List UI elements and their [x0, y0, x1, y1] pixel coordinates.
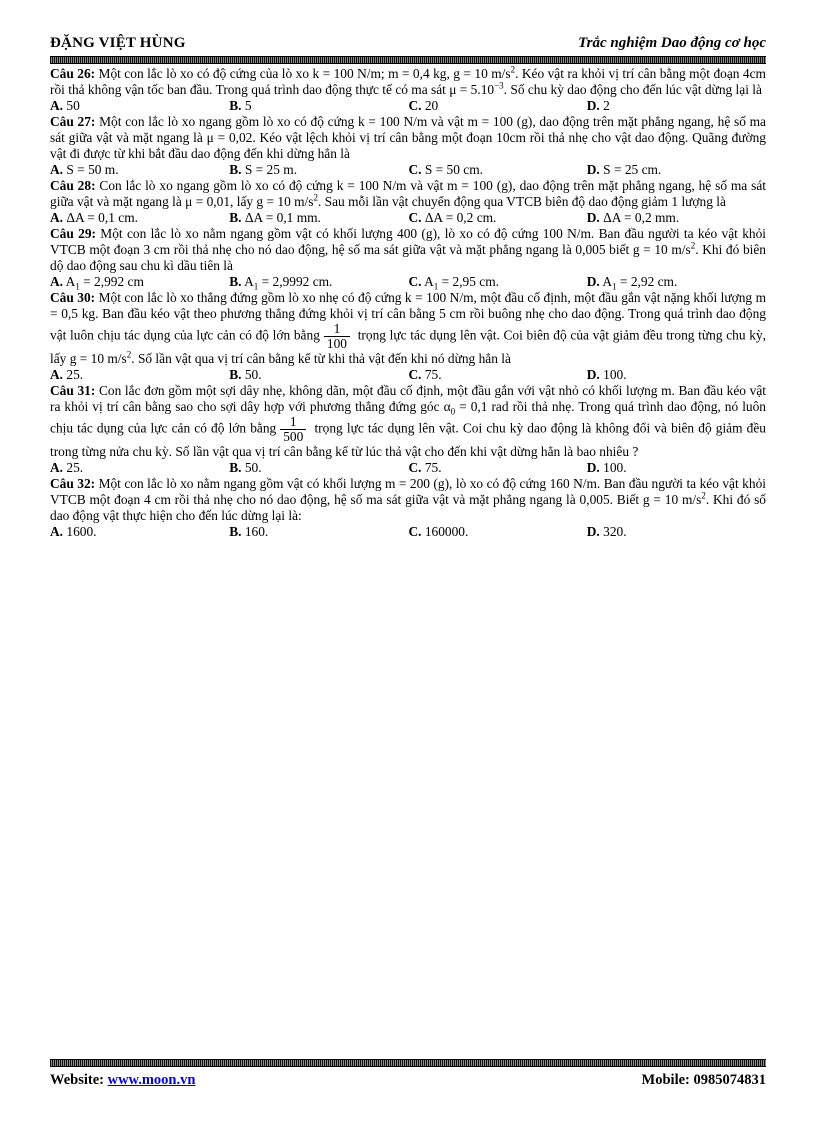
- question-31: Câu 31: Con lắc đơn gồm một sợi dây nhẹ, không dãn, một đầu cố định, một đầu gắn với vật nhỏ có khối lượng m. Ban đầu kéo vật ra khỏi vị trí cân bằng sao cho sợi dây hợp với phương thẳng đứng góc $\alpha_0 = 0,1$ rad rồi thả nhẹ. Trong quá trình dao động, nó luôn chịu tác dụng của lực cản có độ lớn bằng $\frac{1}{500}$ trọng lực tác dụng lên vật. Coi chu kỳ dao động là không đổi và biên độ giảm đều trong từng nửa chu kỳ. Số lần vật qua vị trí cân bằng kể từ lúc thả vật cho đến khi vật dừng hẳn là bao nhiêu ?: [50, 383, 767, 459]
- header-divider: [50, 56, 766, 64]
- option-d[interactable]: D. 320.: [586, 524, 627, 539]
- page-footer: [50, 1072, 766, 1092]
- question-label: Câu 28:: [50, 178, 96, 193]
- option-c[interactable]: C. 160000.: [408, 524, 469, 539]
- question-label: Câu 29:: [50, 226, 96, 241]
- option-c[interactable]: C. 20: [408, 98, 439, 113]
- option-c[interactable]: C. S = 50 cm.: [408, 162, 483, 177]
- option-b[interactable]: B. 50.: [229, 367, 262, 382]
- answer-options: [50, 210, 766, 226]
- option-d[interactable]: D. $A_1 = 2,92$ cm.: [586, 274, 678, 292]
- answer-options: [50, 274, 766, 290]
- option-c[interactable]: C. 75.: [408, 460, 442, 475]
- option-c[interactable]: C. $A_1 = 2,95$ cm.: [408, 274, 499, 292]
- fraction: $\frac{1}{100}$: [324, 322, 350, 351]
- option-b[interactable]: B. S = 25 m.: [229, 162, 298, 177]
- question-label: Câu 31:: [50, 383, 96, 398]
- page-header: [50, 35, 766, 55]
- website-link[interactable]: www.moon.vn: [107, 1072, 196, 1088]
- question-30: Câu 30: Một con lắc lò xo thẳng đứng gồm lò xo nhẹ có độ cứng k = 100 N/m, một đầu cố định, một đầu gắn vật nặng khối lượng m = 0,5 kg. Ban đầu kéo vật theo phương thẳng đứng khỏi vị trí cân bằng 5 cm rồi buông nhẹ cho dao động. Trong quá trình dao động vật luôn chịu tác dụng của lực cản có độ lớn bằng $\frac{1}{100}$ trọng lực tác dụng lên vật. Coi biên độ của vật giảm đều trong từng chu kỳ, lấy g = 10 $m/s^2$. Số lần vật qua vị trí cân bằng kể từ khi thả vật đến khi nó dừng hẳn là: [50, 290, 767, 366]
- option-a[interactable]: A. ΔA = 0,1 cm.: [50, 210, 138, 225]
- option-d[interactable]: D. 100.: [586, 367, 627, 382]
- option-a[interactable]: A. $A_1 = 2,992$ cm: [50, 274, 144, 292]
- option-a[interactable]: A. S = 50 m.: [50, 162, 119, 177]
- option-d[interactable]: D. S = 25 cm.: [586, 162, 662, 177]
- option-c[interactable]: C. ΔA = 0,2 cm.: [408, 210, 497, 225]
- mobile-number: Mobile: 0985074831: [641, 1072, 766, 1088]
- option-d[interactable]: D. 2: [586, 98, 610, 113]
- question-label: Câu 26:: [50, 66, 96, 81]
- question-list: [50, 66, 766, 540]
- option-c[interactable]: C. 75.: [408, 367, 442, 382]
- answer-options: [50, 98, 766, 114]
- question-27: Câu 27: Một con lắc lò xo ngang gồm lò xo có độ cứng k = 100 N/m và vật m = 100 (g), dao động trên mặt phẳng ngang, hệ số ma sát giữa vật và mặt ngang là μ = 0,02. Kéo vật lệch khỏi vị trí cân bằng một đoạn 10cm rồi thả nhẹ cho vật dao động. Quãng đường vật đi được từ khi bắt đầu dao động đến khi dừng hẳn là: [50, 114, 767, 161]
- question-32: Câu 32: Một con lắc lò xo nằm ngang gồm vật có khối lượng m = 200 (g), lò xo có độ cứng 160 N/m. Ban đầu người ta kéo vật khỏi VTCB một đoạn 4 cm rồi thả nhẹ cho nó dao động, hệ số ma sát giữa vật và mặt phẳng ngang là 0,005. Biết g = 10 $m/s^2$. Khi đó số dao động vật thực hiện cho đến lúc dừng lại là:: [50, 476, 766, 523]
- question-label: Câu 27:: [50, 114, 96, 129]
- answer-options: [50, 524, 766, 540]
- option-b[interactable]: B. 5: [229, 98, 252, 113]
- option-b[interactable]: B. ΔA = 0,1 mm.: [229, 210, 321, 225]
- question-26: Câu 26: Một con lắc lò xo có độ cứng của lò xo k = 100 N/m; m = 0,4 kg, g = 10 $m/s^2$. Kéo vật ra khỏi vị trí cân bằng một đoạn 4cm rồi thả không vận tốc ban đầu. Trong quá trình dao động thực tế có ma sát $\mu = 5.10^{-3}$. Số chu kỳ dao động cho đến lúc vật dừng lại là: [50, 64, 766, 97]
- option-b[interactable]: B. 160.: [229, 524, 269, 539]
- question-label: Câu 32:: [50, 476, 96, 491]
- option-a[interactable]: A. 25.: [50, 367, 84, 382]
- question-28: Câu 28: Con lắc lò xo ngang gồm lò xo có độ cứng k = 100 N/m và vật m = 100 (g), dao động trên mặt phẳng ngang, hệ số ma sát giữa vật và mặt ngang là μ = 0,01, lấy g = 10 $m/s^2$. Sau mỗi lần vật chuyển động qua VTCB biên độ dao động giảm 1 lượng là: [50, 178, 767, 209]
- question-29: Câu 29: Một con lắc lò xo nằm ngang gồm vật có khối lượng 400 (g), lò xo có độ cứng 100 N/m. Ban đầu người ta kéo vật khỏi VTCB một đoạn 3 cm rồi thả nhẹ cho nó dao động, hệ số ma sát giữa vật và mặt phẳng ngang là 0,005 biết g = 10 $m/s^2$. Khi đó biên dộ dao động sau chu kì dầu tiên là: [50, 226, 766, 273]
- option-d[interactable]: D. 100.: [586, 460, 627, 475]
- website: Website: www.moon.vn: [50, 1072, 196, 1088]
- author-name: ĐẶNG VIỆT HÙNG: [50, 35, 186, 51]
- option-a[interactable]: A. 50: [50, 98, 80, 113]
- option-a[interactable]: A. 25.: [50, 460, 84, 475]
- answer-options: [50, 162, 766, 178]
- document-title: Trắc nghiệm Dao động cơ học: [578, 35, 766, 51]
- option-a[interactable]: A. 1600.: [50, 524, 97, 539]
- option-d[interactable]: D. ΔA = 0,2 mm.: [586, 210, 680, 225]
- footer-divider: [50, 1059, 766, 1067]
- answer-options: [50, 460, 766, 476]
- option-b[interactable]: B. $A_1 = 2,9992$ cm.: [229, 274, 333, 292]
- answer-options: [50, 367, 766, 383]
- option-b[interactable]: B. 50.: [229, 460, 262, 475]
- fraction: $\frac{1}{500}$: [280, 415, 306, 444]
- question-label: Câu 30:: [50, 290, 96, 305]
